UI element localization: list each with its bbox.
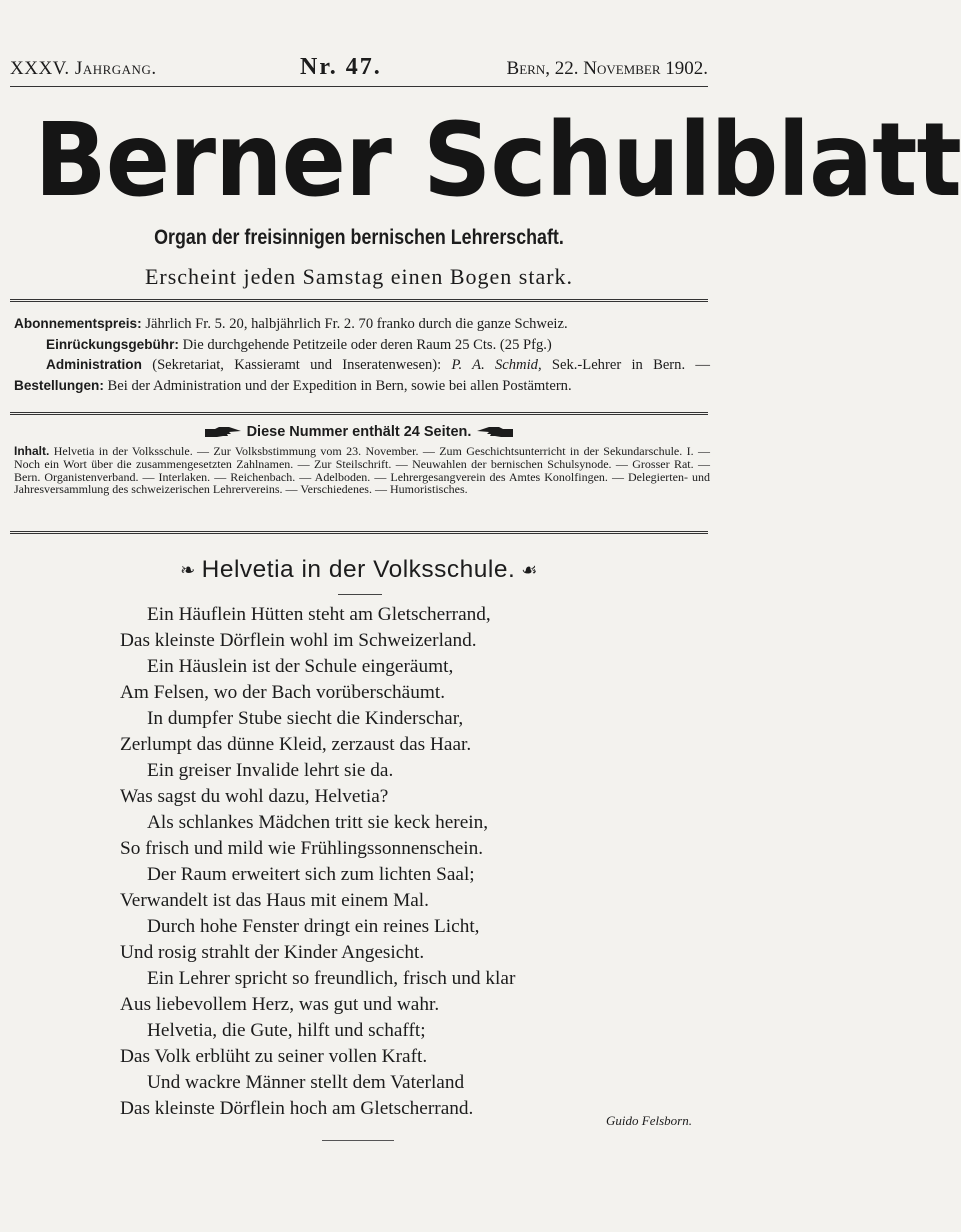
poem-line: Das Volk erblüht zu seiner vollen Kraft. bbox=[120, 1046, 428, 1067]
info-rule bbox=[10, 412, 708, 415]
leaf-ornament-right-icon: ☙ bbox=[521, 560, 538, 581]
poem-line: In dumpfer Stube siecht die Kinderschar, bbox=[147, 708, 464, 729]
poem-line: Aus liebevollem Herz, was gut und wahr. bbox=[120, 994, 440, 1015]
issue-number: Nr. 47. bbox=[300, 54, 382, 80]
masthead-subtitle: Organ der freisinnigen bernischen Lehrerschaft. bbox=[154, 226, 564, 249]
poem-line: So frisch und mild wie Frühlingssonnenschein. bbox=[120, 838, 484, 859]
poem-line: Das kleinste Dörflein hoch am Gletscherrand. bbox=[120, 1098, 474, 1119]
poem-line: Und rosig strahlt der Kinder Angesicht. bbox=[120, 942, 425, 963]
poem-line: Verwandelt ist das Haus mit einem Mal. bbox=[120, 890, 429, 911]
admin-label: Administration bbox=[46, 357, 142, 373]
pages-notice bbox=[10, 424, 708, 440]
poem-line: Ein greiser Invalide lehrt sie da. bbox=[147, 760, 394, 781]
poem-line: Helvetia, die Gute, hilft und schafft; bbox=[147, 1020, 426, 1041]
poem-line: Was sagst du wohl dazu, Helvetia? bbox=[120, 786, 389, 807]
admin-text-2: Sek.-Lehrer in Bern. — bbox=[551, 357, 710, 374]
poem-line: Ein Lehrer spricht so freundlich, frisch und klar bbox=[147, 968, 516, 989]
poem-line: Zerlumpt das dünne Kleid, zerzaust das Haar. bbox=[120, 734, 472, 755]
orders-text: Bei der Administration und der Expedition in Bern, sowie bei allen Postämtern. bbox=[107, 377, 572, 394]
masthead-title: Berner Schulblatt bbox=[34, 101, 961, 220]
header-rule bbox=[10, 86, 708, 87]
poem-line: Ein Häuflein Hütten steht am Gletscherrand, bbox=[147, 604, 491, 625]
admin-text: (Sekretariat, Kassieramt und Inseratenwesen): bbox=[152, 357, 442, 374]
leaf-ornament-left-icon: ❧ bbox=[180, 560, 196, 581]
contents-text: Helvetia in der Volksschule. — Zur Volksbstimmung vom 23. November. — Zum Geschichtsunterricht in der Sekundarschule. I. — Noch ein Wort über die zusammengesetzten Zahlnamen. — Zur Steilschrift. — Neuwahlen der bernischen Schulsynode. — Grosser Rat. — Bern. Organistenverband. — Interlaken. — Reichenbach. — Adelboden. — Lehrergesangverein des Amtes Konolfingen. — Delegierten- und Jahresversammlung des schweizerischen Lehrervereins. — Verschiedenes. — Humoristisches. bbox=[14, 444, 710, 497]
poem-line: Als schlankes Mädchen tritt sie keck herein, bbox=[147, 812, 489, 833]
publication-frequency: Erscheint jeden Samstag einen Bogen stark. bbox=[144, 264, 574, 289]
poem-line: Durch hohe Fenster dringt ein reines Licht, bbox=[147, 916, 480, 937]
subscription-info bbox=[14, 314, 710, 396]
orders-label: Bestellungen: bbox=[14, 377, 104, 393]
contents-rule bbox=[10, 531, 708, 534]
poem-line: Der Raum erweitert sich zum lichten Saal; bbox=[147, 864, 475, 885]
poem-line: Am Felsen, wo der Bach vorüberschäumt. bbox=[120, 682, 446, 703]
poem-body bbox=[120, 602, 640, 1122]
issue-date: Bern, 22. November 1902. bbox=[506, 58, 708, 79]
title-rule bbox=[338, 594, 382, 595]
poem-line: Das kleinste Dörflein wohl im Schweizerland. bbox=[120, 630, 477, 651]
einr-label: Einrückungsgebühr: bbox=[46, 336, 179, 352]
masthead-rule bbox=[10, 299, 708, 302]
table-of-contents bbox=[14, 445, 710, 496]
contents-label: Inhalt. bbox=[14, 444, 50, 458]
poem-author: Guido Felsborn. bbox=[606, 1113, 692, 1128]
end-rule bbox=[322, 1140, 394, 1141]
einr-text: Die durchgehende Petitzeile oder deren Raum 25 Cts. (25 Pfg.) bbox=[182, 336, 552, 353]
poem-title bbox=[10, 556, 708, 584]
poem-line: Ein Häuslein ist der Schule eingeräumt, bbox=[147, 656, 454, 677]
pointing-hand-right-icon bbox=[203, 425, 243, 439]
abo-label: Abonnementspreis: bbox=[14, 316, 142, 331]
volume-label: XXXV. Jahrgang. bbox=[10, 58, 157, 79]
pointing-hand-left-icon bbox=[475, 425, 515, 439]
admin-name: P. A. Schmid, bbox=[451, 357, 542, 374]
issue-header bbox=[10, 54, 708, 84]
abo-text: Jährlich Fr. 5. 20, halbjährlich Fr. 2. 70 franko durch die ganze Schweiz. bbox=[145, 316, 568, 332]
poem-line: Und wackre Männer stellt dem Vaterland bbox=[147, 1072, 465, 1093]
pages-notice-text: Diese Nummer enthält 24 Seiten. bbox=[246, 424, 472, 440]
poem-title-text: Helvetia in der Volksschule. bbox=[201, 556, 516, 583]
